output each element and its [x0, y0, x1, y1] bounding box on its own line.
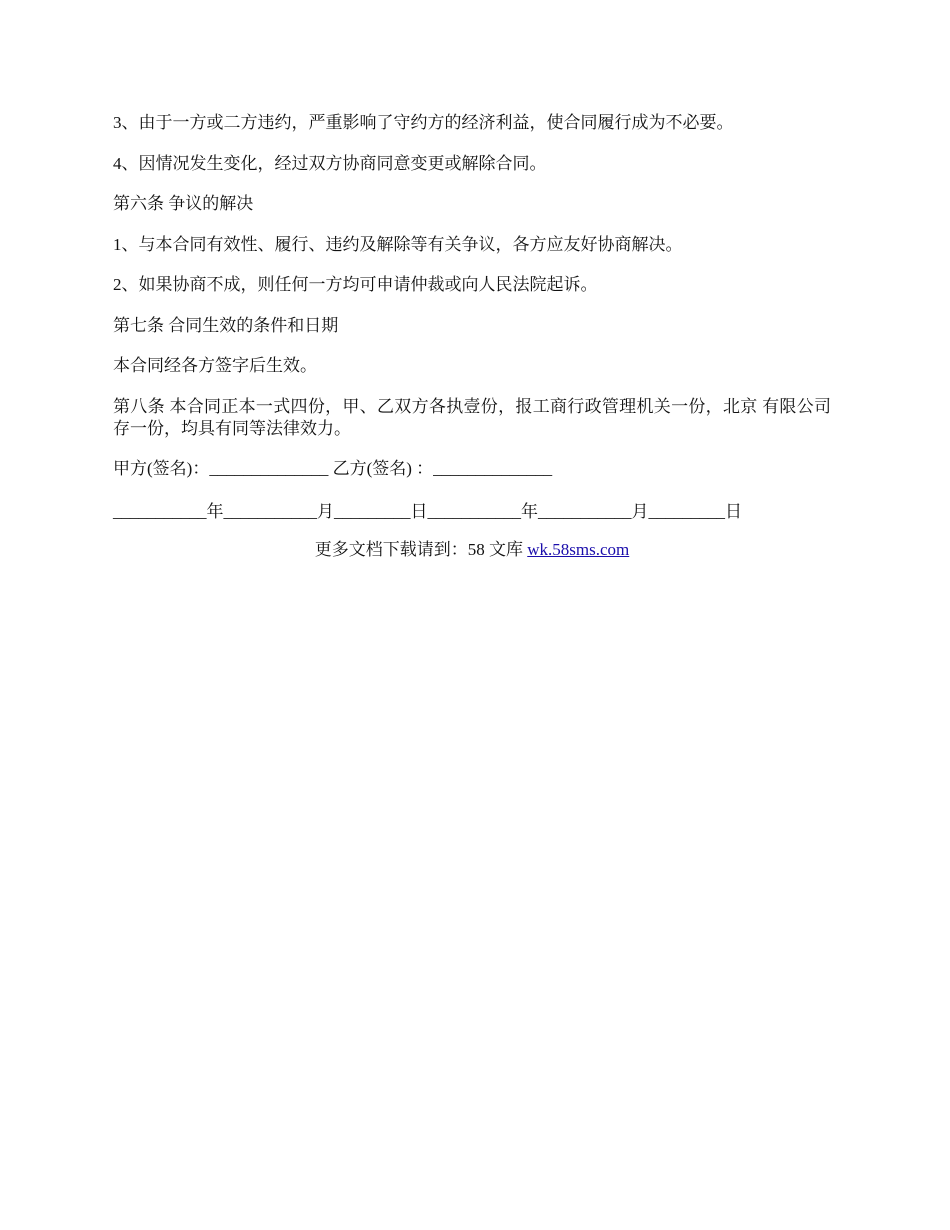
clause-3-termination: 3、由于一方或二方违约，严重影响了守约方的经济利益，使合同履行成为不必要。 — [113, 113, 734, 132]
article-6-clause-2: 2、如果协商不成，则任何一方均可申请仲裁或向人民法院起诉。 — [113, 275, 598, 294]
clause-4-termination: 4、因情况发生变化，经过双方协商同意变更或解除合同。 — [113, 153, 547, 173]
document-body — [113, 112, 831, 561]
footer-link[interactable]: wk.58sms.com — [527, 540, 630, 559]
article-6-clause-1: 1、与本合同有效性、履行、违约及解除等有关争议，各方应友好协商解决。 — [113, 234, 683, 254]
footer — [113, 539, 831, 561]
footer-text: 更多文档下载请到：58 文库 — [314, 540, 528, 559]
date-line: ___________年___________月_________日___________年___________月_________日 — [113, 502, 742, 521]
article-8-text: 第八条 本合同正本一式四份，甲、乙双方各执壹份，报工商行政管理机关一份，北京 有限公司存一份，均具有同等法律效力。 — [113, 396, 831, 438]
article-7-heading: 第七条 合同生效的条件和日期 — [113, 315, 339, 335]
signature-line: 甲方(签名)：______________ 乙方(签名) ：______________ — [113, 459, 553, 478]
article-6-heading: 第六条 争议的解决 — [113, 194, 254, 213]
article-7-text: 本合同经各方签字后生效。 — [113, 356, 317, 375]
